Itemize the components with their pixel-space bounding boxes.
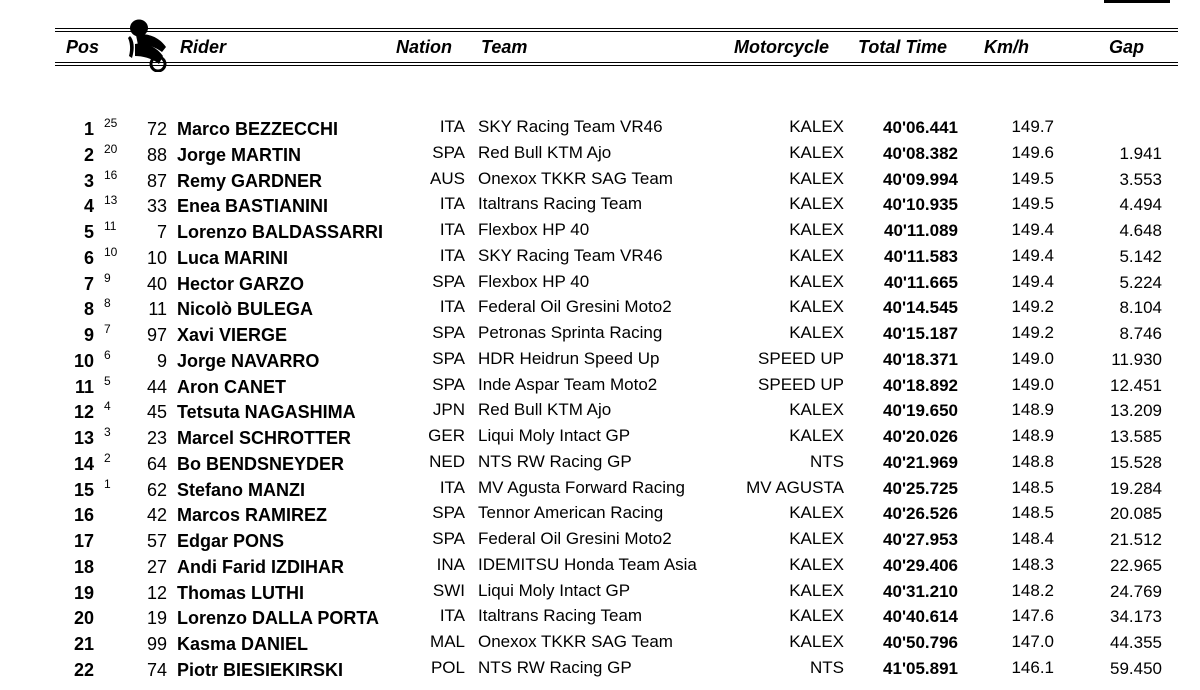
rider-name: Edgar PONS <box>177 531 285 551</box>
team: Red Bull KTM Ajo <box>478 400 612 420</box>
position: 21 <box>73 634 94 654</box>
motorcycle: KALEX <box>789 245 844 265</box>
table-row <box>0 502 1200 528</box>
total-time: 40'18.371 <box>883 349 958 369</box>
motorcycle: KALEX <box>789 194 844 214</box>
header-gap: Gap <box>1109 37 1145 57</box>
motorcycle: KALEX <box>789 580 844 600</box>
rider-number: 57 <box>146 531 167 551</box>
rider-name: Marcel SCHROTTER <box>177 428 352 448</box>
gap: 59.450 <box>1110 658 1162 678</box>
gap: 3.553 <box>1119 169 1162 189</box>
table-row <box>0 399 1200 425</box>
motorcycle: SPEED UP <box>758 374 844 394</box>
speed-kmh: 148.4 <box>1011 529 1054 548</box>
speed-kmh: 148.9 <box>1011 400 1054 420</box>
rider-number: 40 <box>146 273 167 294</box>
rider-number: 99 <box>146 634 167 654</box>
position: 13 <box>73 428 94 448</box>
rider-name: Piotr BIESIEKIRSKI <box>177 659 344 680</box>
points: 9 <box>104 270 111 285</box>
nation: SPA <box>432 374 465 394</box>
nation: ITA <box>439 220 465 239</box>
team: NTS RW Racing GP <box>478 451 632 471</box>
table-row <box>0 528 1200 554</box>
gap: 4.648 <box>1119 221 1162 240</box>
header-motorcycle: Motorcycle <box>734 37 830 57</box>
gap: 34.173 <box>1110 607 1162 627</box>
motorcycle: KALEX <box>789 168 844 188</box>
rider-name: Remy GARDNER <box>177 170 323 191</box>
rider-name: Jorge MARTIN <box>177 144 302 165</box>
position: 5 <box>83 222 94 242</box>
motorcycle: KALEX <box>789 554 844 574</box>
header-nation: Nation <box>396 37 452 57</box>
nation: ITA <box>439 606 465 626</box>
rider-number: 11 <box>148 299 167 320</box>
nation: AUS <box>430 168 465 188</box>
rider-number: 45 <box>146 402 167 423</box>
points: 5 <box>104 373 111 388</box>
motorcycle: KALEX <box>789 529 844 548</box>
header-rule-bottom-1 <box>55 62 1178 63</box>
rider-name: Stefano MANZI <box>177 479 305 500</box>
gap: 24.769 <box>1110 581 1162 601</box>
header-rule-top-2 <box>55 31 1178 32</box>
speed-kmh: 148.5 <box>1011 477 1054 497</box>
motorcycle: KALEX <box>789 606 844 626</box>
speed-kmh: 149.4 <box>1011 271 1054 291</box>
gap: 15.528 <box>1110 452 1162 472</box>
speed-kmh: 148.9 <box>1011 426 1054 445</box>
total-time: 40'10.935 <box>883 195 958 215</box>
speed-kmh: 147.6 <box>1011 606 1054 626</box>
rider-number: 87 <box>146 170 167 191</box>
team: Liqui Moly Intact GP <box>478 426 631 445</box>
speed-kmh: 149.2 <box>1011 323 1054 342</box>
table-row <box>0 477 1200 503</box>
top-bar <box>1104 0 1170 3</box>
position: 4 <box>83 196 94 217</box>
points: 8 <box>104 296 111 311</box>
motorcycle: KALEX <box>789 220 844 239</box>
position: 11 <box>74 376 94 397</box>
total-time: 40'25.725 <box>883 478 958 498</box>
rider-name: Tetsuta NAGASHIMA <box>177 402 356 423</box>
rider-name: Hector GARZO <box>177 273 305 294</box>
table-row <box>0 245 1200 271</box>
gap: 12.451 <box>1110 375 1162 395</box>
position: 20 <box>73 608 94 629</box>
table-row <box>0 374 1200 400</box>
motorcycle: KALEX <box>789 297 844 317</box>
rider-name: Enea BASTIANINI <box>177 196 329 217</box>
position: 8 <box>83 299 94 320</box>
motorcycle: MV AGUSTA <box>746 477 844 497</box>
nation: SPA <box>432 503 465 523</box>
team: Onexox TKKR SAG Team <box>478 168 673 188</box>
header-rule-bottom-2 <box>55 65 1178 66</box>
gap: 13.585 <box>1110 427 1162 446</box>
table-row <box>0 451 1200 477</box>
position: 18 <box>73 556 94 577</box>
gap: 5.142 <box>1119 246 1162 266</box>
total-time: 40'27.953 <box>883 530 958 549</box>
gap: 4.494 <box>1119 195 1162 215</box>
header-team: Team <box>481 37 528 57</box>
team: SKY Racing Team VR46 <box>478 245 663 265</box>
table-row <box>0 657 1200 683</box>
team: SKY Racing Team VR46 <box>478 117 663 136</box>
speed-kmh: 149.0 <box>1011 348 1054 368</box>
gap: 11.930 <box>1111 349 1162 369</box>
speed-kmh: 148.3 <box>1011 554 1054 574</box>
speed-kmh: 146.1 <box>1011 657 1054 677</box>
rider-name: Luca MARINI <box>177 247 289 268</box>
total-time: 40'08.382 <box>883 143 958 163</box>
points: 3 <box>104 425 111 439</box>
rider-number: 9 <box>156 350 167 371</box>
speed-kmh: 149.4 <box>1011 245 1054 265</box>
motorcycle: KALEX <box>789 117 844 136</box>
rider-name: Bo BENDSNEYDER <box>177 453 345 474</box>
rider-number: 23 <box>146 428 167 448</box>
team: Flexbox HP 40 <box>478 271 590 291</box>
total-time: 40'09.994 <box>883 169 958 189</box>
position: 19 <box>73 582 94 603</box>
rider-name: Thomas LUTHI <box>177 582 305 603</box>
motorcycle: KALEX <box>789 323 844 342</box>
rider-name: Jorge NAVARRO <box>177 350 320 371</box>
gap: 20.085 <box>1110 504 1162 524</box>
total-time: 40'20.026 <box>883 427 958 446</box>
table-row <box>0 142 1200 168</box>
total-time: 40'06.441 <box>883 118 958 137</box>
total-time: 40'19.650 <box>883 401 958 421</box>
speed-kmh: 148.5 <box>1011 503 1054 523</box>
team: NTS RW Racing GP <box>478 657 632 677</box>
gap: 44.355 <box>1110 633 1162 652</box>
motorcycle: KALEX <box>789 426 844 445</box>
motorcycle: NTS <box>810 451 844 471</box>
position: 2 <box>83 144 94 165</box>
rider-number: 44 <box>146 376 167 397</box>
team: Tennor American Racing <box>478 503 664 523</box>
team: Flexbox HP 40 <box>478 220 590 239</box>
position: 10 <box>73 350 94 371</box>
nation: SPA <box>432 323 465 342</box>
nation: SPA <box>432 271 465 291</box>
speed-kmh: 149.5 <box>1011 168 1054 188</box>
nation: NED <box>429 451 465 471</box>
header-kmh: Km/h <box>984 37 1029 57</box>
rider-name: Kasma DANIEL <box>177 634 309 654</box>
speed-kmh: 147.0 <box>1011 632 1054 651</box>
speed-kmh: 149.5 <box>1011 194 1054 214</box>
team: HDR Heidrun Speed Up <box>478 348 660 368</box>
position: 1 <box>83 119 94 139</box>
nation: JPN <box>432 400 465 420</box>
total-time: 40'11.089 <box>883 221 958 240</box>
table-row <box>0 554 1200 580</box>
nation: INA <box>436 554 465 574</box>
gap: 8.746 <box>1119 324 1162 343</box>
total-time: 40'11.583 <box>883 246 958 266</box>
total-time: 40'18.892 <box>883 375 958 395</box>
points: 11 <box>104 219 117 233</box>
motorcycle: KALEX <box>789 503 844 523</box>
table-row <box>0 348 1200 374</box>
nation: ITA <box>439 477 465 497</box>
team: Petronas Sprinta Racing <box>478 323 663 342</box>
rider-name: Marcos RAMIREZ <box>177 505 328 526</box>
nation: SPA <box>432 348 465 368</box>
total-time: 40'50.796 <box>883 633 958 652</box>
position: 14 <box>73 453 94 474</box>
rider-number: 88 <box>146 144 167 165</box>
gap: 19.284 <box>1110 478 1162 498</box>
rider-number: 7 <box>156 222 167 242</box>
position: 17 <box>73 531 94 551</box>
rider-name: Nicolò BULEGA <box>177 299 314 320</box>
table-row <box>0 296 1200 322</box>
rider-number: 62 <box>146 479 167 500</box>
motorcycle-rider-icon <box>126 16 176 72</box>
total-time: 40'21.969 <box>883 452 958 472</box>
points: 7 <box>104 322 111 336</box>
speed-kmh: 149.7 <box>1011 117 1054 136</box>
table-row <box>0 271 1200 297</box>
rider-name: Andi Farid IZDIHAR <box>177 556 344 577</box>
total-time: 40'40.614 <box>883 607 958 627</box>
points: 25 <box>104 116 118 130</box>
team: Italtrans Racing Team <box>478 606 643 626</box>
motorcycle: KALEX <box>789 400 844 420</box>
table-row <box>0 631 1200 657</box>
gap: 13.209 <box>1110 401 1162 421</box>
nation: SWI <box>432 580 465 600</box>
team: Onexox TKKR SAG Team <box>478 632 673 651</box>
position: 15 <box>73 479 94 500</box>
total-time: 40'31.210 <box>883 581 958 601</box>
nation: ITA <box>439 194 465 214</box>
position: 3 <box>83 170 94 191</box>
rider-number: 42 <box>146 505 167 526</box>
gap: 1.941 <box>1119 143 1162 163</box>
table-row <box>0 168 1200 194</box>
team: Italtrans Racing Team <box>478 194 643 214</box>
total-time: 40'29.406 <box>883 555 958 575</box>
motorcycle: KALEX <box>789 271 844 291</box>
nation: SPA <box>432 529 465 548</box>
rider-name: Xavi VIERGE <box>177 325 288 345</box>
rider-name: Aron CANET <box>177 376 286 397</box>
header-pos: Pos <box>66 37 100 57</box>
motorcycle: SPEED UP <box>758 348 844 368</box>
table-row <box>0 580 1200 606</box>
total-time: 40'26.526 <box>883 504 958 524</box>
rider-number: 72 <box>146 119 167 139</box>
speed-kmh: 149.2 <box>1011 297 1054 317</box>
header-total-time: Total Time <box>858 37 948 57</box>
position: 9 <box>83 325 94 345</box>
nation: GER <box>428 426 465 445</box>
nation: SPA <box>432 142 465 162</box>
total-time: 40'11.665 <box>883 272 958 292</box>
total-time: 40'14.545 <box>883 298 958 318</box>
table-row <box>0 425 1200 451</box>
motorcycle: KALEX <box>789 142 844 162</box>
nation: ITA <box>439 297 465 317</box>
total-time: 41'05.891 <box>883 658 958 678</box>
points: 13 <box>104 193 118 208</box>
nation: ITA <box>439 117 465 136</box>
rider-number: 33 <box>146 196 167 217</box>
points: 4 <box>104 399 111 414</box>
points: 2 <box>104 450 111 465</box>
nation: POL <box>430 657 465 677</box>
position: 6 <box>83 247 94 268</box>
points: 1 <box>104 476 111 491</box>
speed-kmh: 148.8 <box>1011 451 1054 471</box>
team: Liqui Moly Intact GP <box>478 580 631 600</box>
gap: 8.104 <box>1119 298 1162 318</box>
rider-number: 64 <box>146 453 167 474</box>
rider-name: Marco BEZZECCHI <box>177 119 339 139</box>
team: Federal Oil Gresini Moto2 <box>478 297 672 317</box>
table-row <box>0 322 1200 348</box>
table-row <box>0 219 1200 245</box>
rider-name: Lorenzo BALDASSARRI <box>177 222 383 242</box>
team: MV Agusta Forward Racing <box>478 477 685 497</box>
position: 7 <box>83 273 94 294</box>
rider-name: Lorenzo DALLA PORTA <box>177 608 379 629</box>
position: 22 <box>73 659 94 680</box>
points: 10 <box>104 244 118 259</box>
team: Inde Aspar Team Moto2 <box>478 374 658 394</box>
team: IDEMITSU Honda Team Asia <box>478 554 697 574</box>
points: 6 <box>104 347 111 362</box>
speed-kmh: 149.0 <box>1011 374 1054 394</box>
speed-kmh: 148.2 <box>1011 580 1054 600</box>
team: Federal Oil Gresini Moto2 <box>478 529 672 548</box>
points: 20 <box>104 141 118 156</box>
rider-number: 74 <box>146 659 167 680</box>
rider-number: 19 <box>146 608 167 629</box>
rider-number: 97 <box>146 325 167 345</box>
table-row <box>0 605 1200 631</box>
header-rider: Rider <box>180 37 227 57</box>
header-rule-top-1 <box>55 28 1178 29</box>
gap: 21.512 <box>1110 530 1162 549</box>
table-row <box>0 116 1200 142</box>
speed-kmh: 149.4 <box>1011 220 1054 239</box>
rider-number: 12 <box>146 582 167 603</box>
position: 16 <box>73 505 94 526</box>
nation: ITA <box>439 245 465 265</box>
table-row <box>0 193 1200 219</box>
speed-kmh: 149.6 <box>1011 142 1054 162</box>
rider-number: 10 <box>146 247 167 268</box>
total-time: 40'15.187 <box>883 324 958 343</box>
gap: 5.224 <box>1119 272 1162 292</box>
gap: 22.965 <box>1110 555 1162 575</box>
rider-number: 27 <box>146 556 167 577</box>
nation: MAL <box>430 632 465 651</box>
motorcycle: KALEX <box>789 632 844 651</box>
position: 12 <box>73 402 94 423</box>
points: 16 <box>104 167 118 182</box>
team: Red Bull KTM Ajo <box>478 142 612 162</box>
motorcycle: NTS <box>810 657 844 677</box>
